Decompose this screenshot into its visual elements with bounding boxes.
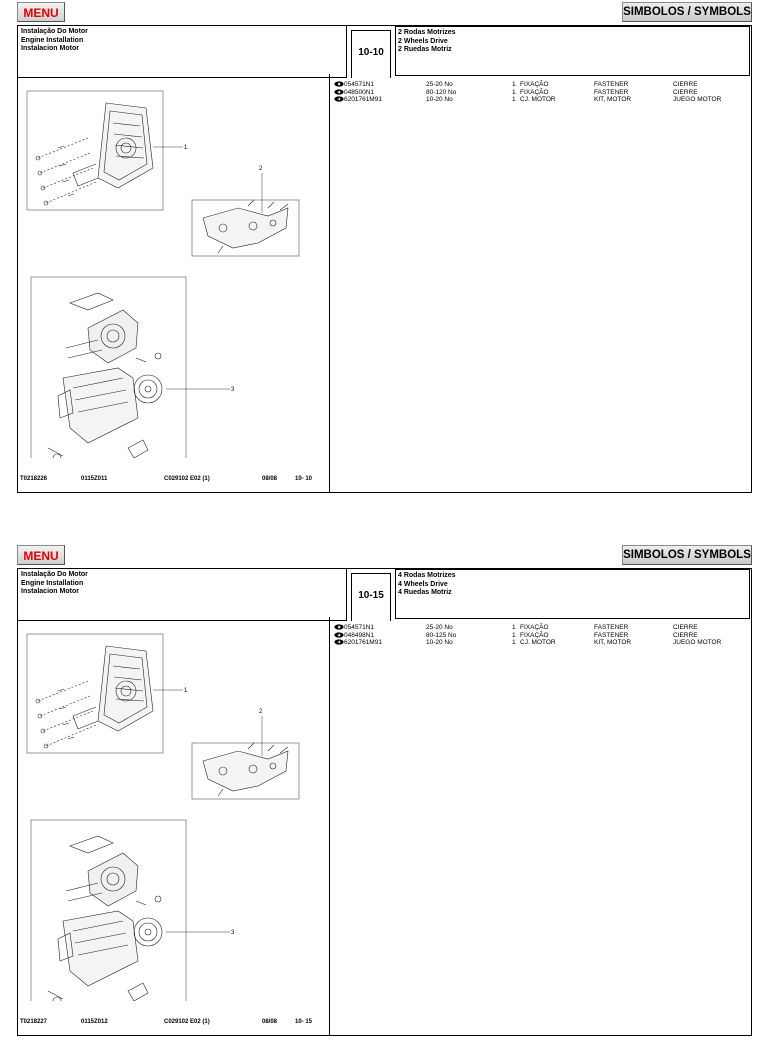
menu-button[interactable]: MENU [17,545,65,565]
footer-page: 10- 15 [295,1019,313,1025]
callout-3: 3 [231,387,235,393]
section-code: 10-15 [351,573,391,621]
footer-date: 08/08 [262,1019,278,1025]
quantity: 1 [512,88,516,96]
description-es: JUEGO MOTOR [673,639,722,647]
fitment-range: 10-20 No [426,96,453,104]
parts-row[interactable] [334,624,749,632]
item-number: 2 [336,631,340,639]
footer-sheet: C029102 E02 (1) [164,1019,210,1025]
title-pt: Instalação Do Motor [21,571,88,578]
fitment-range: 80-120 No [426,88,457,96]
description-en: KIT, MOTOR [594,96,632,104]
callout-3: 3 [231,930,235,936]
variant-box [395,26,750,76]
page-frame [17,568,752,1036]
part-number[interactable]: 6201761M91 [344,639,382,647]
page-title [18,569,347,621]
footer-ref: T0218227 [20,1019,48,1025]
parts-row[interactable] [334,632,749,640]
variant-pt: 4 Rodas Motrizes [398,572,456,579]
quantity: 1 [512,639,516,647]
description-en: FASTENER [594,631,629,639]
part-number[interactable]: 054571N1 [344,81,374,88]
description-pt: FIXAÇÃO [520,88,549,96]
bracket-drawing [203,743,288,796]
description-pt: CJ. MOTOR [520,639,556,647]
parts-row[interactable] [334,639,749,647]
callout-1: 1 [184,688,188,694]
engine-assembly-drawing [48,836,162,1001]
variant-es: 4 Ruedas Motriz [398,589,452,596]
part-number[interactable]: 048500N1 [344,88,374,96]
symbols-button[interactable]: SIMBOLOS / SYMBOLS [622,545,752,565]
description-es: CIERRE [673,88,698,96]
description-pt: CJ. MOTOR [520,96,556,104]
variant-pt: 2 Rodas Motrizes [398,29,456,36]
menu-button[interactable]: MENU [17,2,65,22]
part-number[interactable]: 048498N1 [344,631,374,639]
description-es: CIERRE [673,81,698,88]
fitment-range: 25-20 No [426,81,453,88]
description-es: CIERRE [673,624,698,631]
fitment-range: 25-20 No [426,624,453,631]
variant-box [395,569,750,619]
quantity: 1 [512,631,516,639]
description-pt: FIXAÇÃO [520,81,549,88]
fitment-range: 80-125 No [426,631,457,639]
callout-2: 2 [259,709,263,715]
exploded-view-illustration [18,78,328,458]
footer-code: 0115Z011 [81,476,108,482]
title-es: Instalacion Motor [21,588,79,595]
figure-footer [18,476,328,488]
figure-footer [18,1019,328,1031]
symbols-button[interactable]: SIMBOLOS / SYMBOLS [622,2,752,22]
quantity: 1 [512,81,516,88]
page-title [18,26,347,78]
engine-assembly-drawing [48,293,162,458]
column-divider [329,74,330,492]
exploded-view-illustration [18,621,328,1001]
parts-row[interactable] [334,89,749,97]
footer-page: 10- 10 [295,476,313,482]
title-es: Instalacion Motor [21,45,79,52]
gearbox-housing-drawing [36,646,153,748]
description-pt: FIXAÇÃO [520,631,549,639]
parts-row[interactable] [334,96,749,104]
catalog-page [0,0,768,500]
description-es: CIERRE [673,631,698,639]
quantity: 1 [512,624,516,631]
item-number: 3 [336,639,340,647]
description-es: JUEGO MOTOR [673,96,722,104]
variant-en: 2 Wheels Drive [398,37,448,45]
callout-2: 2 [259,166,263,172]
fitment-range: 10-20 No [426,639,453,647]
part-number[interactable]: 054571N1 [344,624,374,631]
catalog-page [0,543,768,1043]
page-frame [17,25,752,493]
description-pt: FIXAÇÃO [520,624,549,631]
quantity: 1 [512,96,516,104]
section-code: 10-10 [351,30,391,78]
parts-list [334,624,749,647]
description-en: FASTENER [594,81,629,88]
part-number[interactable]: 6201761M91 [344,96,382,104]
parts-list [334,81,749,104]
item-number: 1 [336,624,340,631]
gearbox-housing-drawing [36,103,153,205]
footer-sheet: C029102 E02 (1) [164,476,210,482]
title-en: Engine Installation [21,36,84,44]
item-number: 1 [336,81,340,88]
description-en: FASTENER [594,88,629,96]
item-number: 3 [336,96,340,104]
item-number: 2 [336,88,340,96]
variant-es: 2 Ruedas Motriz [398,46,452,53]
footer-date: 08/08 [262,476,278,482]
callout-1: 1 [184,145,188,151]
footer-ref: T0218226 [20,476,48,482]
title-pt: Instalação Do Motor [21,28,88,35]
column-divider [329,617,330,1035]
parts-row[interactable] [334,81,749,89]
footer-code: 0115Z012 [81,1019,108,1025]
bracket-drawing [203,200,288,253]
description-en: KIT, MOTOR [594,639,632,647]
description-en: FASTENER [594,624,629,631]
variant-en: 4 Wheels Drive [398,580,448,588]
title-en: Engine Installation [21,579,84,587]
